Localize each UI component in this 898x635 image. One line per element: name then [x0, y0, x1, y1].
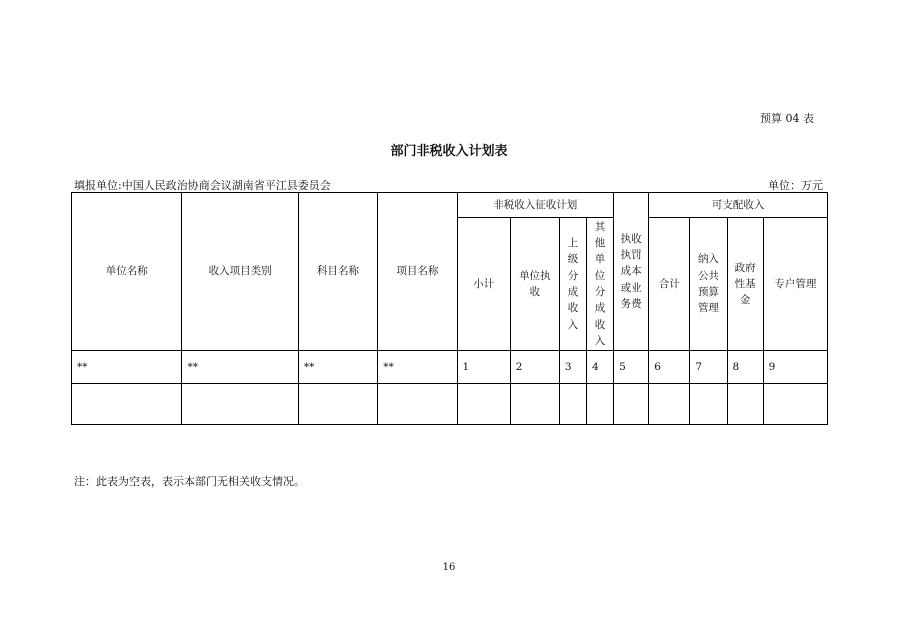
index-cell: 8 [727, 351, 763, 384]
empty-cell [182, 384, 298, 425]
index-cell: 9 [763, 351, 827, 384]
header-collection-plan: 非税收入征收计划 [457, 193, 614, 218]
header-special-account: 专户管理 [763, 218, 827, 351]
header-other-unit-share: 其 他 单 位 分 成 收 入 [587, 218, 614, 351]
empty-cell [763, 384, 827, 425]
header-gov-fund: 政府 性基 金 [727, 218, 763, 351]
empty-cell [690, 384, 727, 425]
header-unit-name: 单位名称 [72, 193, 182, 351]
index-cell: ** [298, 351, 377, 384]
header-subtotal: 小计 [457, 218, 510, 351]
page-number: 16 [442, 562, 456, 573]
non-tax-revenue-plan-table [71, 192, 828, 425]
header-upper-share: 上 级 分 成 收 入 [559, 218, 586, 351]
index-cell: 6 [649, 351, 690, 384]
empty-cell [72, 384, 182, 425]
index-cell: ** [378, 351, 457, 384]
index-cell: ** [182, 351, 298, 384]
header-total: 合计 [649, 218, 690, 351]
empty-cell [559, 384, 586, 425]
index-cell: 2 [510, 351, 559, 384]
currency-unit: 单位：万元 [768, 179, 823, 192]
index-cell: ** [72, 351, 182, 384]
header-penalty-cost: 执收 执罚 成本 或业 务费 [614, 193, 649, 351]
index-cell: 7 [690, 351, 727, 384]
empty-data-row [72, 384, 828, 425]
header-public-budget: 纳入 公共 预算 管理 [690, 218, 727, 351]
header-item-category: 收入项目类别 [182, 193, 298, 351]
header-disposable-income: 可支配收入 [649, 193, 828, 218]
index-cell: 3 [559, 351, 586, 384]
empty-cell [457, 384, 510, 425]
header-item-name: 项目名称 [378, 193, 457, 351]
index-cell: 4 [587, 351, 614, 384]
header-subject-name: 科目名称 [298, 193, 377, 351]
index-cell: 5 [614, 351, 649, 384]
index-cell: 1 [457, 351, 510, 384]
header-unit-collect: 单位执 收 [510, 218, 559, 351]
reporting-unit: 填报单位:中国人民政治协商会议湖南省平江县委员会 [74, 179, 331, 192]
empty-cell [378, 384, 457, 425]
table-note: 注：此表为空表，表示本部门无相关收支情况。 [74, 475, 305, 488]
form-number: 预算 04 表 [760, 112, 814, 125]
empty-cell [298, 384, 377, 425]
page-title: 部门非税收入计划表 [390, 144, 508, 159]
empty-cell [649, 384, 690, 425]
empty-cell [614, 384, 649, 425]
empty-cell [510, 384, 559, 425]
empty-cell [587, 384, 614, 425]
empty-cell [727, 384, 763, 425]
